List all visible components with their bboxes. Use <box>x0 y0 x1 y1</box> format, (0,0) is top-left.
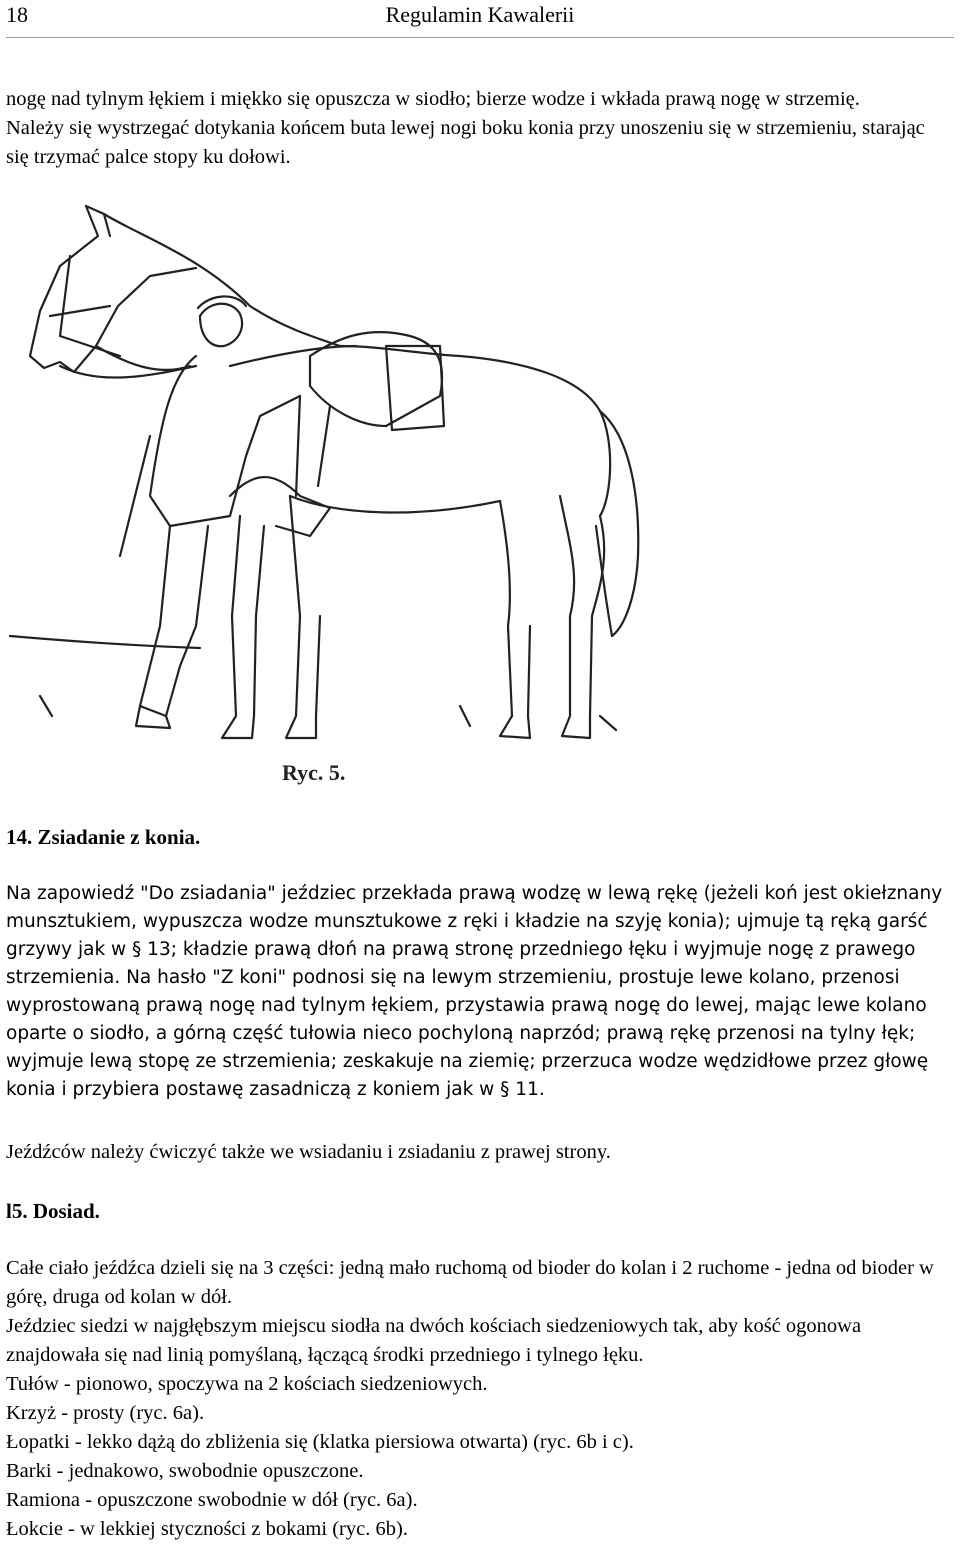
rider-standing-leg <box>140 526 208 716</box>
horse-mane <box>104 214 340 346</box>
page-header <box>0 0 960 34</box>
rider-rear-arm <box>60 366 196 378</box>
horse-front-leg-1 <box>222 516 264 738</box>
sabre <box>120 436 150 556</box>
intro-line-1: nogę nad tylnym łękiem i miękko się opuszcza w siodło; bierze wodze i wkłada prawą nogę w strzemię. <box>6 88 860 110</box>
section-14-note-block <box>6 1138 950 1167</box>
section-14-note: Jeźdźców należy ćwiczyć także we wsiadaniu i zsiadaniu z prawej strony. <box>6 1141 611 1163</box>
section-15-line-1: Całe ciało jeźdźca dzieli się na 3 części: jedną mało ruchomą od bioder do kolan i 2 ruchome - jedna od bioder w górę, druga od kolan w dół. <box>6 1257 934 1308</box>
section-14-body <box>6 880 950 1104</box>
section-15-line-7: Ramiona - opuszczone swobodnie w dół (ryc. 6a). <box>6 1489 418 1511</box>
rider-body <box>150 356 300 526</box>
bridle <box>50 256 120 356</box>
running-title: Regulamin Kawalerii <box>385 2 575 27</box>
rider-boot <box>136 706 170 728</box>
stirrup-strap <box>296 396 330 496</box>
section-15-line-2: Jeździec siedzi w najgłębszym miejscu siodła na dwóch kościach siedzeniowych tak, aby kość ogonowa znajdowała się nad linią pomyślaną, łączącą środki przedniego i tylnego łęku. <box>6 1315 862 1366</box>
horse-front-leg-2 <box>286 496 320 738</box>
figure-horse-mounting <box>0 196 660 796</box>
section-15-line-4: Krzyż - prosty (ryc. 6a). <box>6 1402 205 1424</box>
intro-line-2: Należy się wystrzegać dotykania końcem buta lewej nogi boku konia przy unoszeniu się w strzemieniu, starając się trzymać palce stopy ku dołowi. <box>6 117 925 168</box>
section-15-body <box>6 1254 950 1544</box>
header-divider <box>6 37 954 38</box>
section-15-line-6: Barki - jednakowo, swobodnie opuszczone. <box>6 1460 364 1482</box>
rider-cap <box>198 296 246 308</box>
figure-caption: Ryc. 5. <box>282 760 346 785</box>
section-15-line-5: Łopatki - lekko dążą do zbliżenia się (klatka piersiowa otwarta) (ryc. 6b i c). <box>6 1431 634 1453</box>
horse-hind-leg-2 <box>500 501 530 738</box>
rider-head <box>200 304 242 346</box>
horse-neck-underside <box>96 346 190 370</box>
horse-head-outline <box>30 206 196 372</box>
saddle-bag <box>386 346 444 430</box>
intro-text <box>6 85 950 172</box>
section-15-heading: l5. Dosiad. <box>6 1199 100 1223</box>
page-number: 18 <box>6 2 28 27</box>
section-15-line-8: Łokcie - w lekkiej styczności z bokami (ryc. 6b). <box>6 1518 408 1540</box>
horse-ear <box>86 206 110 236</box>
section-15-line-3: Tułów - pionowo, spoczywa na 2 kościach siedzeniowych. <box>6 1373 488 1395</box>
horse-rider-illustration <box>0 196 660 796</box>
rider-raised-leg <box>230 477 330 536</box>
rider-arm <box>230 346 356 366</box>
section-14-heading: 14. Zsiadanie z konia. <box>6 825 201 849</box>
section-14-paragraph: Na zapowiedź "Do zsiadania" jeździec przekłada prawą wodzę w lewą rękę (jeżeli koń jest okiełznany munsztukiem, wypuszcza wodze munsztukowe z ręki i kładzie na szyję konia); ujmuje tą ręką garść grzywy jak w § 13; kładzie prawą dłoń na prawą stronę przedniego łęku i wyjmuje nogę z prawego strzemienia. Na hasło "Z koni" podnosi się na lewym strzemieniu, prostuje lewe kolano, przenosi wyprostowaną prawą nogę nad tylnym łękiem, przystawia prawą nogę do lewej, mając lewe kolano oparte o siodło, a górną część tułowia nieco pochyloną naprzód; prawą rękę przenosi na tylny łęk; wyjmuje lewą stopę ze strzemienia; zeskakuje na ziemię; przerzuca wodze wędzidłowe przez głowę konia i przybiera postawę zasadniczą z koniem jak w § 11. <box>6 883 943 1100</box>
horse-back <box>340 346 610 516</box>
ground-line <box>10 636 616 730</box>
